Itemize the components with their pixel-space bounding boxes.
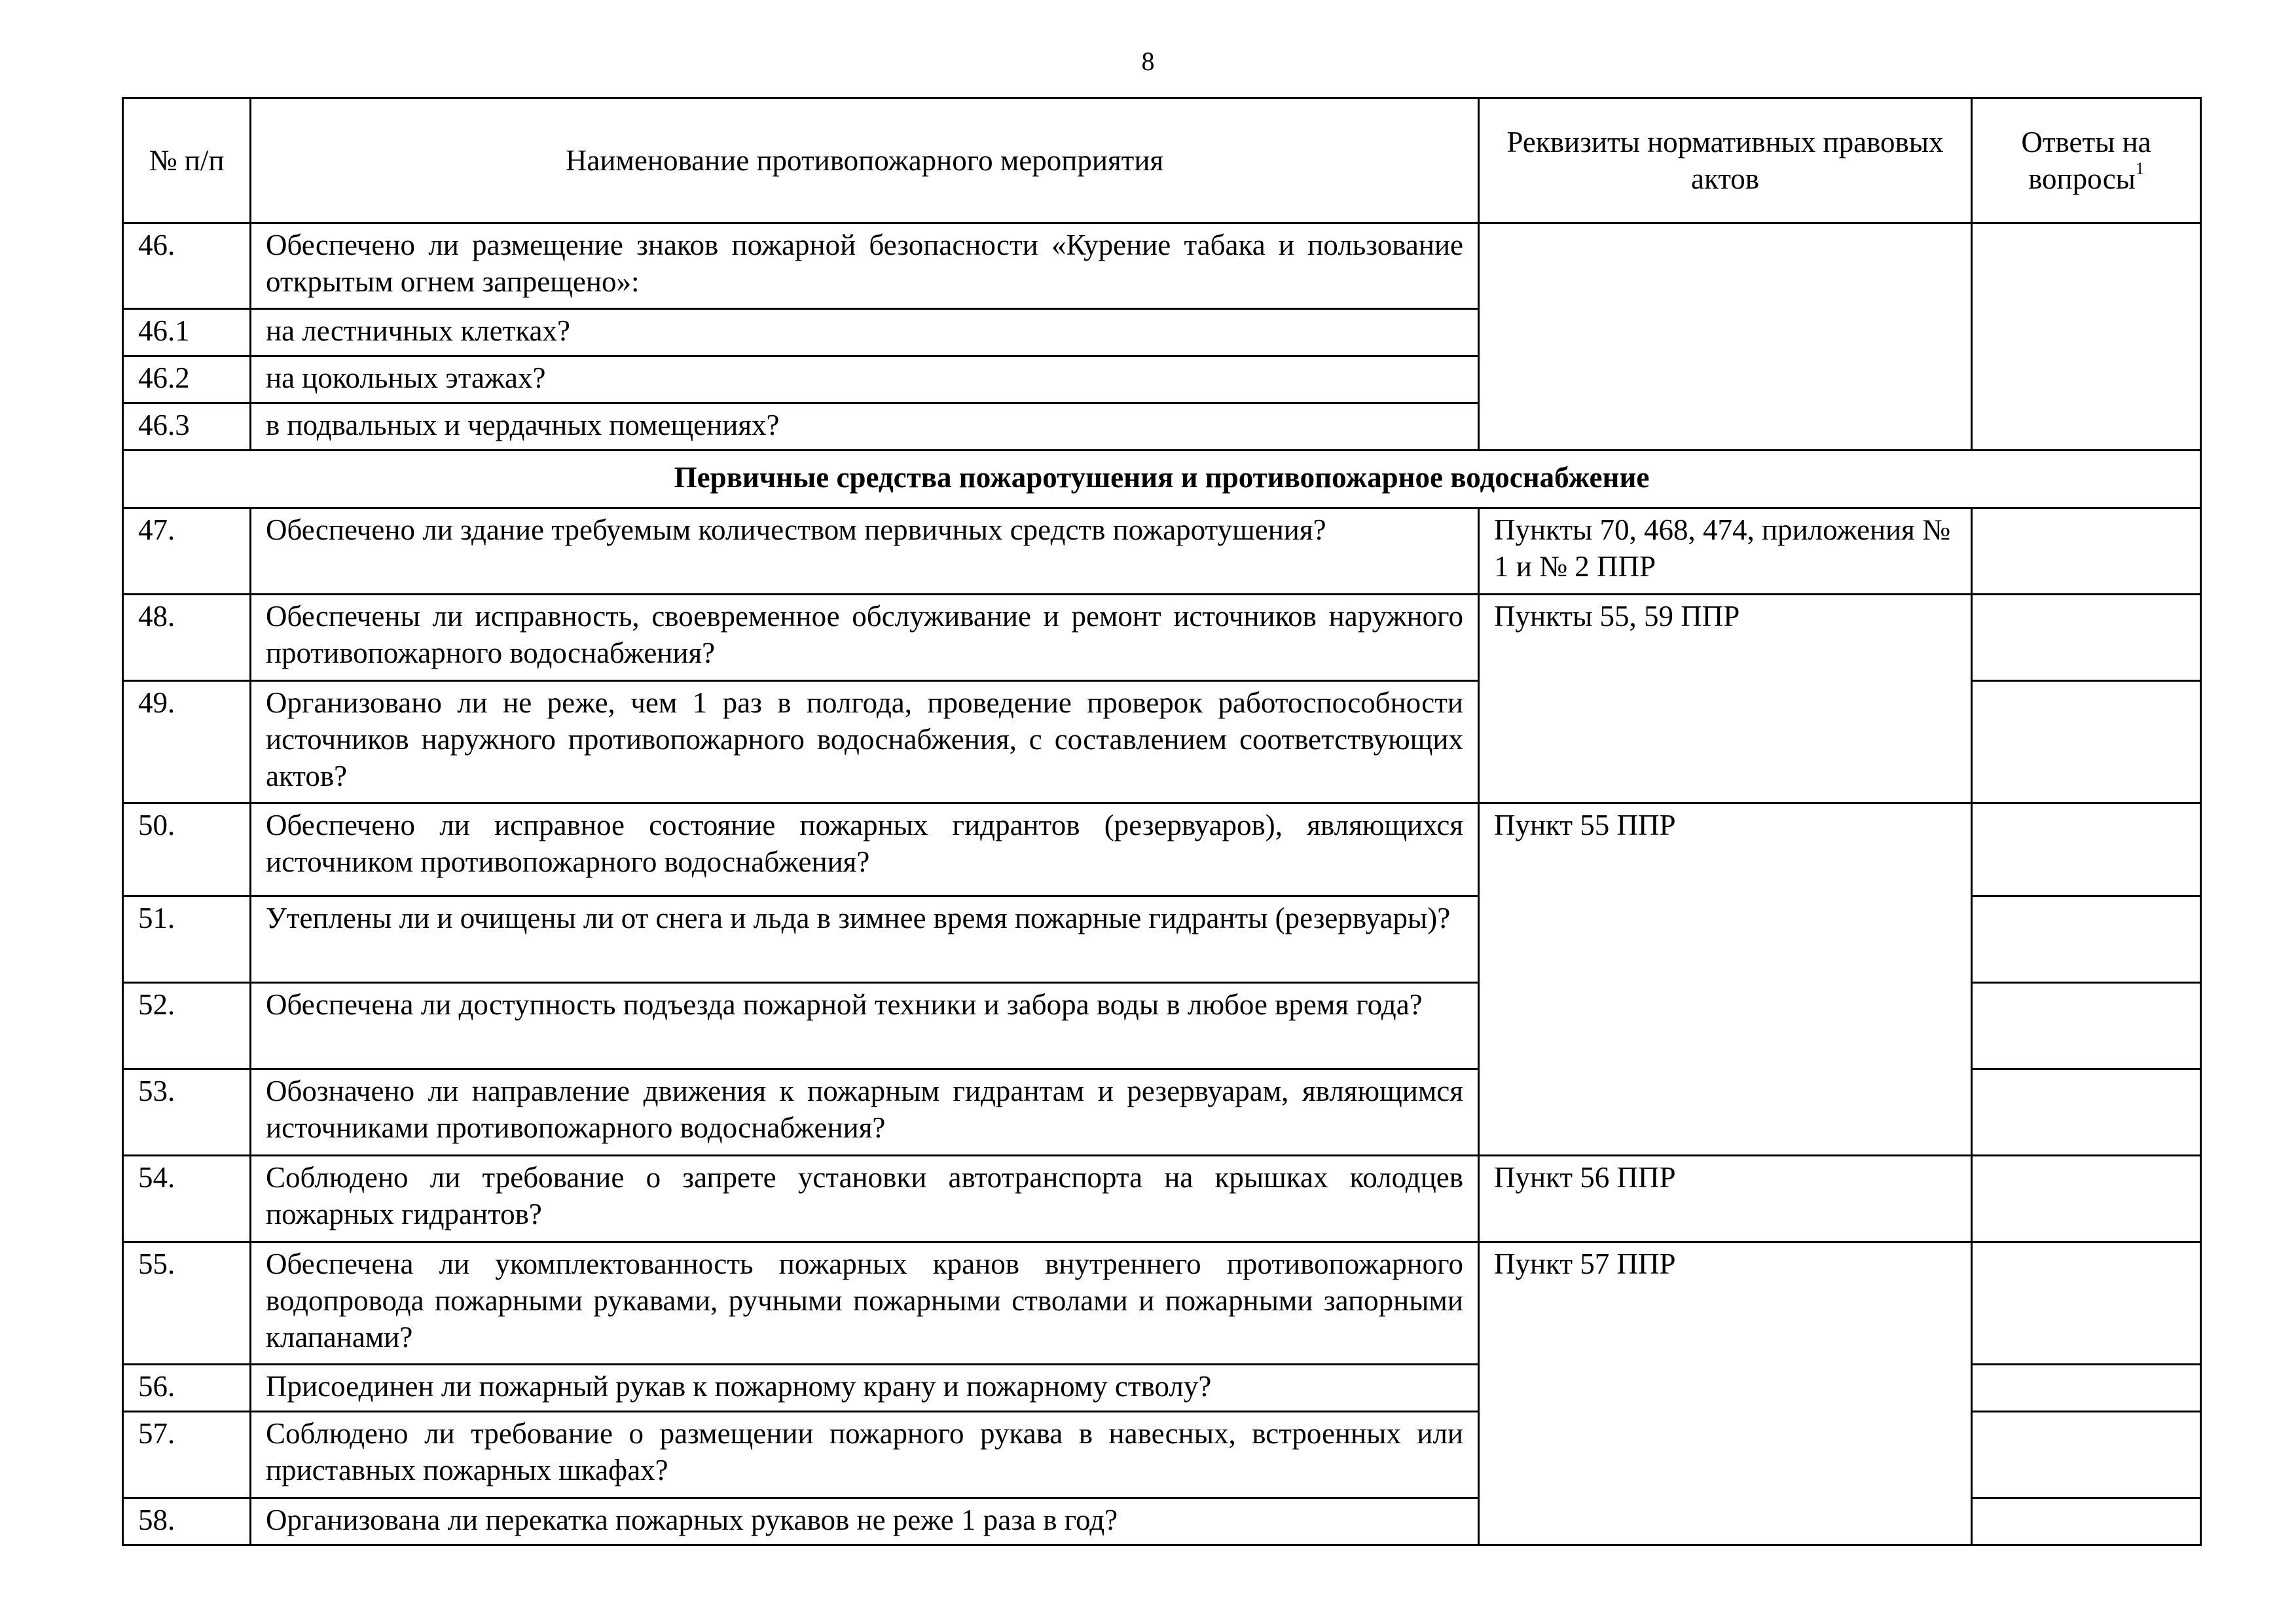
page-number: 8 [1141, 46, 1155, 76]
row-number: 56. [123, 1365, 251, 1412]
table-header-row [123, 98, 2201, 223]
footnote-marker: 1 [2135, 159, 2144, 178]
answer-cell[interactable] [1972, 1365, 2201, 1412]
row-number: 47. [123, 508, 251, 595]
row-question: Соблюдено ли требование о запрете установки автотранспорта на крышках колодцев пожарных гидрантов? [251, 1156, 1479, 1242]
table-row [123, 508, 2201, 595]
row-question: Соблюдено ли требование о размещении пожарного рукава в навесных, встроенных или приставных пожарных шкафах? [251, 1412, 1479, 1498]
answer-cell[interactable] [1972, 1156, 2201, 1242]
table-row [123, 595, 2201, 681]
row-legal-refs [1479, 223, 1972, 451]
row-legal-refs: Пункт 55 ППР [1479, 803, 1972, 1156]
row-number: 52. [123, 983, 251, 1069]
table-row [123, 1242, 2201, 1365]
header-measure-name: Наименование противопожарного мероприятия [251, 98, 1479, 223]
row-legal-refs: Пункт 56 ППР [1479, 1156, 1972, 1242]
answer-cell[interactable] [1972, 803, 2201, 896]
fire-safety-checklist-table [122, 97, 2202, 1546]
row-number: 57. [123, 1412, 251, 1498]
row-number: 53. [123, 1069, 251, 1156]
row-question: Организована ли перекатка пожарных рукавов не реже 1 раза в год? [251, 1498, 1479, 1545]
row-number: 48. [123, 595, 251, 681]
answer-cell[interactable] [1972, 1498, 2201, 1545]
row-number: 46.1 [123, 309, 251, 356]
row-question: Обозначено ли направление движения к пожарным гидрантам и резервуарам, являющимся источниками противопожарного водоснабжения? [251, 1069, 1479, 1156]
row-question: Обеспечено ли размещение знаков пожарной безопасности «Курение табака и пользование открытым огнем запрещено»: [251, 223, 1479, 309]
row-number: 46. [123, 223, 251, 309]
row-question: на лестничных клетках? [251, 309, 1479, 356]
row-number: 51. [123, 896, 251, 983]
row-legal-refs: Пункт 57 ППР [1479, 1242, 1972, 1545]
row-question: Организовано ли не реже, чем 1 раз в полгода, проведение проверок работоспособности источников наружного противопожарного водоснабжения, с составлением соответствующих актов? [251, 681, 1479, 803]
header-legal-refs: Реквизиты нормативных правовых актов [1479, 98, 1972, 223]
row-legal-refs: Пункты 70, 468, 474, приложения № 1 и № 2 ППР [1479, 508, 1972, 595]
row-question: Утеплены ли и очищены ли от снега и льда в зимнее время пожарные гидранты (резервуары)? [251, 896, 1479, 983]
answer-cell[interactable] [1972, 1242, 2201, 1365]
answer-cell[interactable] [1972, 681, 2201, 803]
row-question: на цокольных этажах? [251, 356, 1479, 403]
table-row [123, 223, 2201, 309]
table-row [123, 1156, 2201, 1242]
header-answers [1972, 98, 2201, 223]
row-question: Обеспечена ли доступность подъезда пожарной техники и забора воды в любое время года? [251, 983, 1479, 1069]
row-question: Обеспечена ли укомплектованность пожарных кранов внутреннего противопожарного водопровода пожарными рукавами, ручными пожарными стволами и пожарными запорными клапанами? [251, 1242, 1479, 1365]
row-number: 58. [123, 1498, 251, 1545]
header-answers-label: Ответы на вопросы [2021, 126, 2151, 195]
section-title: Первичные средства пожаротушения и противопожарное водоснабжение [123, 451, 2201, 508]
row-question: Обеспечены ли исправность, своевременное обслуживание и ремонт источников наружного противопожарного водоснабжения? [251, 595, 1479, 681]
row-number: 54. [123, 1156, 251, 1242]
row-question: в подвальных и чердачных помещениях? [251, 403, 1479, 451]
answer-cell[interactable] [1972, 1069, 2201, 1156]
row-number: 55. [123, 1242, 251, 1365]
row-question: Обеспечено ли здание требуемым количеством первичных средств пожаротушения? [251, 508, 1479, 595]
answer-cell[interactable] [1972, 983, 2201, 1069]
answer-cell[interactable] [1972, 508, 2201, 595]
row-question: Обеспечено ли исправное состояние пожарных гидрантов (резервуаров), являющихся источником противопожарного водоснабжения? [251, 803, 1479, 896]
row-question: Присоединен ли пожарный рукав к пожарному крану и пожарному стволу? [251, 1365, 1479, 1412]
row-legal-refs: Пункты 55, 59 ППР [1479, 595, 1972, 803]
table-row [123, 803, 2201, 896]
row-number: 46.3 [123, 403, 251, 451]
header-number: № п/п [123, 98, 251, 223]
answer-cell[interactable] [1972, 223, 2201, 451]
answer-cell[interactable] [1972, 896, 2201, 983]
answer-cell[interactable] [1972, 1412, 2201, 1498]
answer-cell[interactable] [1972, 595, 2201, 681]
row-number: 46.2 [123, 356, 251, 403]
row-number: 49. [123, 681, 251, 803]
row-number: 50. [123, 803, 251, 896]
section-header-row [123, 451, 2201, 508]
